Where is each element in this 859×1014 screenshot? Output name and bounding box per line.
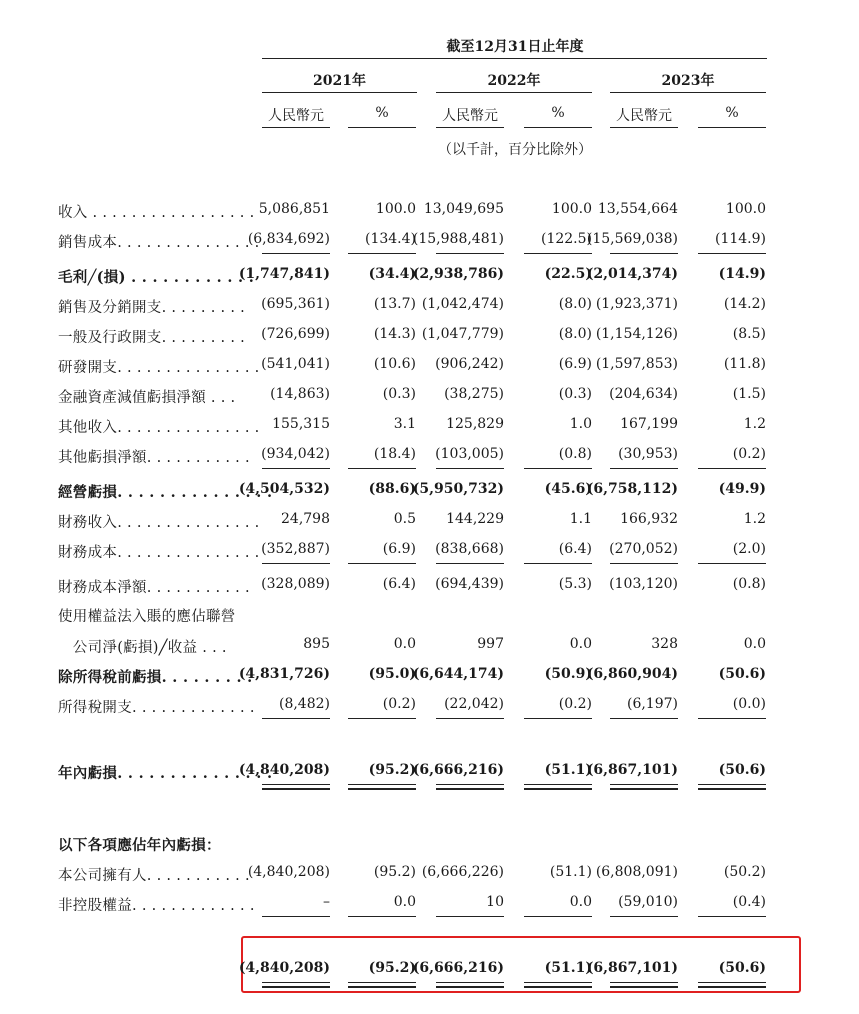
percent-cell: (13.7) [373, 296, 416, 312]
percent-cell: (95.0) [368, 666, 416, 682]
total-rule [262, 563, 330, 564]
total-rule [524, 563, 592, 564]
percent-cell: (1.5) [732, 386, 766, 402]
amount-cell: (6,666,216) [412, 960, 504, 976]
amount-cell: (694,439) [435, 576, 504, 592]
percent-cell: (114.9) [714, 231, 766, 247]
total-rule [610, 563, 678, 564]
total-rule [698, 468, 766, 469]
amount-cell: (4,831,726) [238, 666, 330, 682]
amount-cell: (22,042) [444, 696, 504, 712]
sub-rule [610, 127, 678, 128]
amount-cell: 155,315 [272, 416, 330, 432]
percent-cell: (51.1) [549, 864, 592, 880]
amount-cell: (103,005) [435, 446, 504, 462]
total-rule [610, 253, 678, 254]
total-rule [698, 563, 766, 564]
percent-cell: (6.9) [382, 541, 416, 557]
amount-cell: (204,634) [609, 386, 678, 402]
amount-cell: 5,086,851 [258, 201, 330, 217]
percent-cell: (95.2) [368, 762, 416, 778]
total-rule [436, 982, 504, 983]
amount-cell: (6,666,226) [421, 864, 504, 880]
percent-cell: 100.0 [375, 201, 416, 217]
row-label: 以下各項應佔年內虧損： [58, 837, 221, 854]
percent-cell: (0.4) [732, 894, 766, 910]
amount-cell: 24,798 [281, 511, 330, 527]
percent-cell: (14.9) [718, 266, 766, 282]
row-label: 非控股權益. . . . . . . . . . . . . [58, 898, 255, 914]
amount-cell: (15,569,038) [586, 231, 678, 247]
amount-cell: 10 [486, 894, 504, 910]
total-rule [610, 468, 678, 469]
amount-cell: (1,923,371) [595, 296, 678, 312]
total-rule [262, 253, 330, 254]
amount-cell: (5,950,732) [412, 481, 504, 497]
amount-cell: 144,229 [446, 511, 504, 527]
total-rule [436, 784, 504, 785]
percent-cell: (6.9) [558, 356, 592, 372]
total-rule [348, 718, 416, 719]
total-rule [262, 916, 330, 917]
percent-cell: (95.2) [373, 864, 416, 880]
percent-cell: 1.2 [743, 511, 766, 527]
total-rule [436, 718, 504, 719]
period-header: 截至12月31日止年度 [446, 39, 584, 55]
total-rule [262, 788, 330, 790]
amount-cell: 328 [651, 636, 678, 652]
total-rule [524, 718, 592, 719]
currency-header-2023: 人民幣元 [616, 108, 672, 124]
amount-cell: (8,482) [278, 696, 330, 712]
amount-cell: (695,361) [261, 296, 330, 312]
percent-cell: (51.1) [544, 762, 592, 778]
year-rule-2022 [436, 92, 592, 93]
year-rule-2021 [262, 92, 417, 93]
total-rule [262, 982, 330, 983]
percent-cell: (50.2) [723, 864, 766, 880]
row-label: 公司淨(虧損)╱收益 . . . [58, 640, 227, 656]
total-rule [698, 986, 766, 988]
total-rule [698, 253, 766, 254]
percent-cell: (51.1) [544, 960, 592, 976]
percent-cell: 0.0 [569, 636, 592, 652]
amount-cell: (30,953) [618, 446, 678, 462]
total-rule [262, 986, 330, 988]
amount-cell: 166,932 [620, 511, 678, 527]
row-label: 年內虧損. . . . . . . . . . . . . . . [58, 765, 273, 782]
total-rule [698, 982, 766, 983]
percent-cell: (0.2) [732, 446, 766, 462]
percent-cell: (34.4) [368, 266, 416, 282]
total-rule [436, 468, 504, 469]
amount-cell: (328,089) [261, 576, 330, 592]
amount-cell: (59,010) [618, 894, 678, 910]
total-rule [348, 784, 416, 785]
row-label: 毛利╱(損) . . . . . . . . . . . . [58, 269, 255, 286]
unit-note: （以千計，百分比除外） [438, 142, 592, 158]
row-label: 一般及行政開支. . . . . . . . . [58, 330, 246, 346]
percent-cell: 0.0 [569, 894, 592, 910]
pct-header-2023: % [725, 105, 739, 121]
total-rule [262, 718, 330, 719]
row-label: 使用權益法入賬的應佔聯營 [58, 609, 236, 625]
percent-cell: (50.6) [718, 762, 766, 778]
percent-cell: 100.0 [725, 201, 766, 217]
percent-cell: 1.0 [569, 416, 592, 432]
amount-cell: (1,747,841) [238, 266, 330, 282]
amount-cell: (1,042,474) [421, 296, 504, 312]
total-rule [348, 468, 416, 469]
amount-cell: (6,860,904) [586, 666, 678, 682]
amount-cell: (4,504,532) [238, 481, 330, 497]
percent-cell: (22.5) [544, 266, 592, 282]
amount-cell: (838,668) [435, 541, 504, 557]
percent-cell: (50.6) [718, 666, 766, 682]
percent-cell: (0.0) [732, 696, 766, 712]
percent-cell: (0.3) [382, 386, 416, 402]
total-rule [436, 563, 504, 564]
percent-cell: 3.1 [393, 416, 416, 432]
percent-cell: (8.0) [558, 296, 592, 312]
sub-rule [698, 127, 766, 128]
percent-cell: (5.3) [558, 576, 592, 592]
total-rule [436, 788, 504, 790]
amount-cell: (6,808,091) [595, 864, 678, 880]
amount-cell: (14,863) [270, 386, 330, 402]
total-rule [610, 784, 678, 785]
percent-cell: (0.8) [558, 446, 592, 462]
percent-cell: (134.4) [364, 231, 416, 247]
amount-cell: (6,644,174) [412, 666, 504, 682]
pct-header-2021: % [375, 105, 389, 121]
amount-cell: (1,047,779) [421, 326, 504, 342]
pct-header-2022: % [551, 105, 565, 121]
percent-cell: (0.2) [558, 696, 592, 712]
row-label: 所得稅開支. . . . . . . . . . . . . [58, 700, 255, 716]
row-label: 銷售及分銷開支. . . . . . . . . [58, 300, 246, 316]
percent-cell: (6.4) [558, 541, 592, 557]
amount-cell: (1,154,126) [595, 326, 678, 342]
amount-cell: (6,758,112) [586, 481, 678, 497]
total-rule [524, 986, 592, 988]
percent-cell: (122.5) [540, 231, 592, 247]
percent-cell: (95.2) [368, 960, 416, 976]
total-rule [524, 253, 592, 254]
amount-cell: 13,049,695 [423, 201, 504, 217]
year-header-2021: 2021年 [313, 73, 366, 89]
currency-header-2021: 人民幣元 [268, 108, 324, 124]
period-rule [262, 58, 767, 59]
percent-cell: 0.0 [393, 636, 416, 652]
percent-cell: (6.4) [382, 576, 416, 592]
total-rule [348, 253, 416, 254]
amount-cell: – [323, 894, 330, 910]
total-rule [524, 916, 592, 917]
amount-cell: (1,597,853) [595, 356, 678, 372]
row-label: 經營虧損. . . . . . . . . . . . . . . [58, 484, 273, 501]
row-label: 其他收入. . . . . . . . . . . . . . . [58, 420, 260, 436]
amount-cell: (2,938,786) [412, 266, 504, 282]
amount-cell: 895 [303, 636, 330, 652]
percent-cell: (50.9) [544, 666, 592, 682]
amount-cell: (906,242) [435, 356, 504, 372]
total-rule [610, 916, 678, 917]
amount-cell: 13,554,664 [597, 201, 678, 217]
sub-rule [524, 127, 592, 128]
total-rule [524, 982, 592, 983]
amount-cell: 167,199 [620, 416, 678, 432]
total-rule [698, 916, 766, 917]
percent-cell: (10.6) [373, 356, 416, 372]
total-rule [262, 468, 330, 469]
row-label: 除所得稅前虧損. . . . . . . . . [58, 669, 253, 686]
percent-cell: 100.0 [551, 201, 592, 217]
amount-cell: (4,840,208) [238, 960, 330, 976]
total-rule [698, 784, 766, 785]
total-rule [524, 788, 592, 790]
row-label: 其他虧損淨額. . . . . . . . . . . [58, 450, 250, 466]
row-label: 銷售成本. . . . . . . . . . . . . . . [58, 235, 260, 251]
currency-header-2022: 人民幣元 [442, 108, 498, 124]
total-rule [436, 916, 504, 917]
total-rule [610, 788, 678, 790]
amount-cell: (270,052) [609, 541, 678, 557]
total-rule [610, 982, 678, 983]
sub-rule [436, 127, 504, 128]
total-rule [698, 718, 766, 719]
percent-cell: (45.6) [544, 481, 592, 497]
percent-cell: 1.1 [569, 511, 592, 527]
amount-cell: 997 [477, 636, 504, 652]
amount-cell: (4,840,208) [238, 762, 330, 778]
sub-rule [348, 127, 416, 128]
total-rule [436, 986, 504, 988]
amount-cell: (934,042) [261, 446, 330, 462]
percent-cell: (8.5) [732, 326, 766, 342]
percent-cell: 0.0 [393, 894, 416, 910]
percent-cell: (49.9) [718, 481, 766, 497]
percent-cell: (8.0) [558, 326, 592, 342]
year-header-2022: 2022年 [487, 73, 541, 89]
percent-cell: (0.3) [558, 386, 592, 402]
total-rule [348, 986, 416, 988]
total-rule [348, 916, 416, 917]
percent-cell: (50.6) [718, 960, 766, 976]
amount-cell: (103,120) [609, 576, 678, 592]
percent-cell: (88.6) [368, 481, 416, 497]
amount-cell: (6,834,692) [247, 231, 330, 247]
percent-cell: (14.3) [373, 326, 416, 342]
amount-cell: (2,014,374) [586, 266, 678, 282]
row-label: 財務收入. . . . . . . . . . . . . . . [58, 515, 260, 531]
total-rule [524, 468, 592, 469]
amount-cell: (6,666,216) [412, 762, 504, 778]
amount-cell: (15,988,481) [412, 231, 504, 247]
row-label: 研發開支. . . . . . . . . . . . . . . [58, 360, 260, 376]
amount-cell: (6,867,101) [586, 960, 678, 976]
total-rule [610, 986, 678, 988]
total-rule [348, 982, 416, 983]
percent-cell: 0.0 [743, 636, 766, 652]
row-label: 財務成本. . . . . . . . . . . . . . . [58, 545, 260, 561]
percent-cell: (18.4) [373, 446, 416, 462]
total-rule [524, 784, 592, 785]
amount-cell: (726,699) [261, 326, 330, 342]
row-label: 金融資產減值虧損淨額 . . . [58, 390, 236, 406]
total-rule [262, 784, 330, 785]
row-label: 收入 . . . . . . . . . . . . . . . . . [58, 205, 255, 221]
amount-cell: (6,867,101) [586, 762, 678, 778]
total-rule [698, 788, 766, 790]
sub-rule [262, 127, 330, 128]
percent-cell: (14.2) [723, 296, 766, 312]
row-label: 財務成本淨額. . . . . . . . . . . [58, 580, 250, 596]
amount-cell: (6,197) [626, 696, 678, 712]
row-label: 本公司擁有人. . . . . . . . . . . [58, 868, 250, 884]
total-rule [436, 253, 504, 254]
year-rule-2023 [610, 92, 766, 93]
total-rule [610, 718, 678, 719]
amount-cell: (4,840,208) [247, 864, 330, 880]
amount-cell: 125,829 [446, 416, 504, 432]
total-rule [348, 788, 416, 790]
year-header-2023: 2023年 [661, 73, 715, 89]
amount-cell: (38,275) [444, 386, 504, 402]
total-rule [348, 563, 416, 564]
amount-cell: (352,887) [261, 541, 330, 557]
percent-cell: (0.2) [382, 696, 416, 712]
amount-cell: (541,041) [261, 356, 330, 372]
percent-cell: (2.0) [732, 541, 766, 557]
percent-cell: (11.8) [723, 356, 766, 372]
percent-cell: 1.2 [743, 416, 766, 432]
percent-cell: 0.5 [393, 511, 416, 527]
percent-cell: (0.8) [732, 576, 766, 592]
